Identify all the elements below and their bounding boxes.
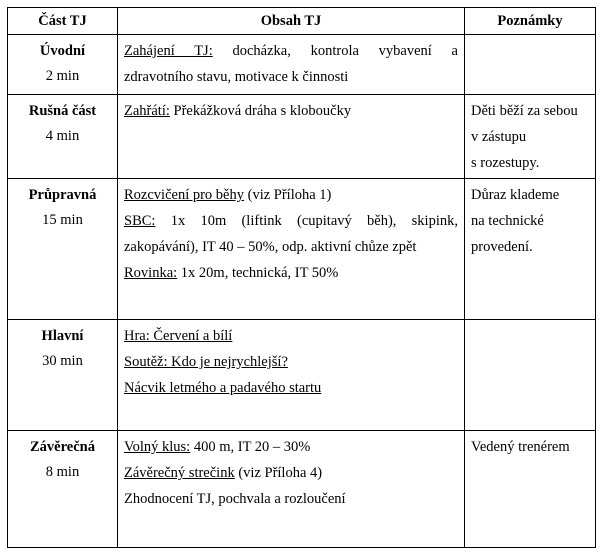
part-cell — [8, 35, 118, 95]
notes-cell — [465, 94, 596, 178]
note-line: Vedený trenérem — [471, 439, 570, 456]
part-name: Průpravná — [28, 186, 97, 203]
content-line: Soutěž: Kdo je nejrychlejší? — [124, 353, 288, 370]
part-time: 15 min — [42, 211, 83, 228]
part-cell — [8, 94, 118, 178]
content-line — [124, 260, 458, 286]
content-line — [124, 182, 458, 208]
table-row — [8, 178, 596, 319]
content-line: zdravotního stavu, motivace k činnosti — [124, 69, 349, 85]
note-line: Děti běží za sebou — [471, 102, 578, 119]
content-text: Překážková dráha s kloboučky — [169, 102, 352, 119]
header-part: Část TJ — [8, 8, 118, 35]
content-label: Zahřátí: — [124, 102, 170, 119]
content-line — [124, 98, 458, 124]
notes-cell — [465, 178, 596, 319]
part-time: 8 min — [45, 464, 80, 481]
part-cell — [8, 178, 118, 319]
content-label: Rozcvičení pro běhy — [124, 186, 244, 203]
notes-cell — [465, 431, 596, 548]
content-text: docházka, kontrola vybavení a — [212, 43, 458, 59]
content-line: Zhodnocení TJ, pochvala a rozloučení — [124, 491, 346, 508]
notes-cell — [465, 35, 596, 95]
header-content: Obsah TJ — [118, 8, 465, 35]
content-cell — [118, 94, 465, 178]
part-name: Hlavní — [41, 327, 84, 344]
table-row — [8, 35, 596, 95]
content-label: Rovinka: — [124, 264, 178, 281]
content-label: Volný klus: — [124, 439, 191, 456]
header-notes: Poznámky — [465, 8, 596, 35]
content-line — [124, 460, 458, 486]
table-row — [8, 431, 596, 548]
note-line: provedení. — [471, 238, 533, 255]
content-text: 1x 20m, technická, IT 50% — [177, 264, 339, 281]
part-time: 2 min — [45, 68, 80, 84]
content-label: Závěrečný strečink — [124, 465, 235, 482]
part-time: 30 min — [42, 352, 83, 369]
table-row — [8, 94, 596, 178]
part-cell — [8, 319, 118, 431]
content-line — [124, 434, 458, 460]
part-time: 4 min — [45, 127, 80, 144]
content-text: 400 m, IT 20 – 30% — [190, 439, 311, 456]
note-line: Důraz klademe — [471, 186, 560, 203]
content-label: SBC: — [124, 212, 156, 229]
content-text: (viz Příloha 1) — [244, 186, 332, 203]
content-cell — [118, 178, 465, 319]
content-text: (viz Příloha 4) — [234, 465, 323, 482]
content-line: Hra: Červení a bílí — [124, 327, 233, 344]
content-cell — [118, 319, 465, 431]
note-line: na technické — [471, 212, 544, 229]
content-line: zakopávání), IT 40 – 50%, odp. aktivní chůze zpět — [124, 238, 417, 255]
part-name: Rušná část — [28, 102, 97, 119]
content-line — [124, 38, 458, 64]
notes-cell — [465, 319, 596, 431]
header-row — [8, 8, 596, 35]
content-cell — [118, 431, 465, 548]
content-line — [124, 208, 458, 234]
lesson-plan-table — [7, 7, 596, 548]
part-cell — [8, 431, 118, 548]
note-line: s rozestupy. — [471, 154, 540, 171]
table-row — [8, 319, 596, 431]
part-name: Úvodní — [39, 43, 86, 59]
content-cell — [118, 35, 465, 95]
content-line: Nácvik letmého a padavého startu — [124, 379, 322, 396]
note-line: v zástupu — [471, 128, 527, 145]
content-text: 1x 10m (liftink (cupitavý běh), skipink, — [155, 212, 458, 229]
part-name: Závěrečná — [30, 439, 95, 456]
content-label: Zahájení TJ: — [124, 43, 213, 59]
